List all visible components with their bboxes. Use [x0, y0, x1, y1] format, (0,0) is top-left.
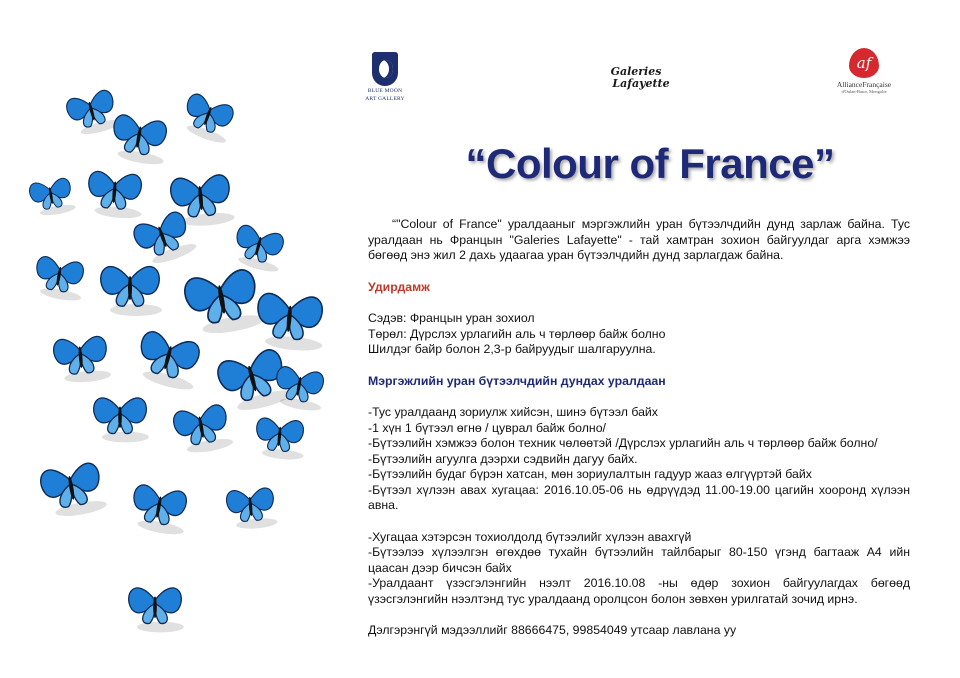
butterfly-icon	[101, 267, 162, 316]
butterfly-icon	[272, 365, 327, 412]
blue-moon-name: BLUE MOON	[367, 88, 403, 94]
galeries-logo-line1: Galeries	[610, 65, 662, 78]
guide-line: Шилдэг байр болон 2,3-р байруудыг шалгаруулна.	[368, 342, 656, 356]
butterfly-icon	[172, 403, 234, 456]
rule-item: -Тус уралдаанд зориулж хийсэн, шинэ бүтээл байх	[368, 405, 658, 419]
butterfly-icon	[129, 588, 184, 632]
contest-heading: Мэргэжлийн уран бүтээлчдийн дундах уралдаан	[368, 373, 666, 388]
butterfly-icon	[254, 417, 306, 461]
blue-moon-logo	[355, 52, 415, 102]
poster-body	[368, 217, 910, 639]
rule-item: -Бүтээлийн будаг бүрэн хатсан, мөн зориулалтын гадуур жааз өлгүүртэй байх	[368, 467, 812, 481]
butterfly-icon	[65, 88, 123, 139]
guide-line: Төрөл: Дүрслэх урлагийн аль ч төрлөөр байж болно	[368, 326, 666, 341]
contact-info: Дэлгэрэнгүй мэдээллийг 88666475, 99854049 утсаар лавлана уу	[368, 623, 737, 637]
butterflies-illustration	[20, 80, 350, 670]
butterfly-icon	[178, 92, 238, 146]
butterfly-icon	[230, 224, 288, 275]
butterfly-icon	[86, 171, 145, 220]
butterfly-icon	[128, 484, 190, 537]
butterfly-icon	[183, 267, 266, 338]
butterfly-icon	[132, 329, 204, 393]
alliance-francaise-logo	[828, 48, 900, 94]
note-item: -Уралдаант үзэсгэлэнгийн нээлт 2016.10.08 -ны өдөр зохион байгуулагдах бөгөөд үзэсгэлэнгийн нээлтэнд тус уралдаанд оролцсон болон зөвхөн урилгатай зочид ирнэ.	[368, 576, 910, 606]
butterfly-icon	[94, 398, 149, 442]
guide-line: Сэдэв: Францын уран зохиол	[368, 311, 535, 325]
galeries-lafayette-logo	[596, 66, 676, 90]
guide-heading: Удирдамж	[368, 279, 430, 294]
note-item: -Хугацаа хэтэрсэн тохиолдолд бүтээлийг хүлээн авахгүй	[368, 529, 692, 544]
rule-item: -Бүтээл хүлээн авах хугацаа: 2016.10.05-06 нь өдрүүдэд 11.00-19.00 цагийн хооронд хүлээн авна.	[368, 482, 910, 512]
rule-item: -Бүтээлийн хэмжээ болон техник чөлөөтэй /Дүрслэх урлагийн аль ч төрлөөр байж болно/	[368, 436, 878, 450]
poster-title: “Colour of France”	[465, 140, 835, 187]
af-mark-icon: af	[849, 48, 879, 78]
blue-moon-sub: ART GALLERY	[365, 96, 405, 102]
butterfly-icon	[32, 255, 87, 302]
intro-paragraph: “"Colour of France" уралдааныг мэргэжлийн уран бүтээлчдийн дунд зарлаж байна. Тус уралдаан нь Францын "Galeries Lafayette" - тай хамтран зохион байгуулдаг арга хэмжээ бөгөөд энэ жил 2 дахь удаагаа уран бүтээлчдийн дунд зарлагдаж байна.	[368, 217, 910, 262]
alliance-sub: d'Oulan-Bator, Mongolie	[841, 89, 887, 94]
note-item: -Бүтээлээ хүлээлгэн өгөхдөө тухайн бүтээлийн тайлбарыг 80-150 үгэнд багтааж А4 ийн цаасан дээр бичсэн байх	[368, 545, 910, 575]
galeries-logo-line2: Lafayette	[612, 77, 670, 90]
butterfly-icon	[254, 292, 326, 352]
butterfly-icon	[28, 177, 76, 219]
butterfly-icon	[108, 114, 170, 167]
butterfly-icon	[53, 335, 112, 384]
blue-moon-mark-icon	[372, 52, 398, 86]
rule-item: -Бүтээлийн агуулга дээрхи сэдвийн дагуу байх.	[368, 451, 638, 466]
butterfly-icon	[226, 487, 278, 531]
alliance-name: AllianceFrançaise	[836, 80, 892, 89]
butterfly-icon	[39, 461, 108, 520]
rule-item: -1 хүн 1 бүтээл өгнө / цуврал байж болно/	[368, 420, 606, 435]
